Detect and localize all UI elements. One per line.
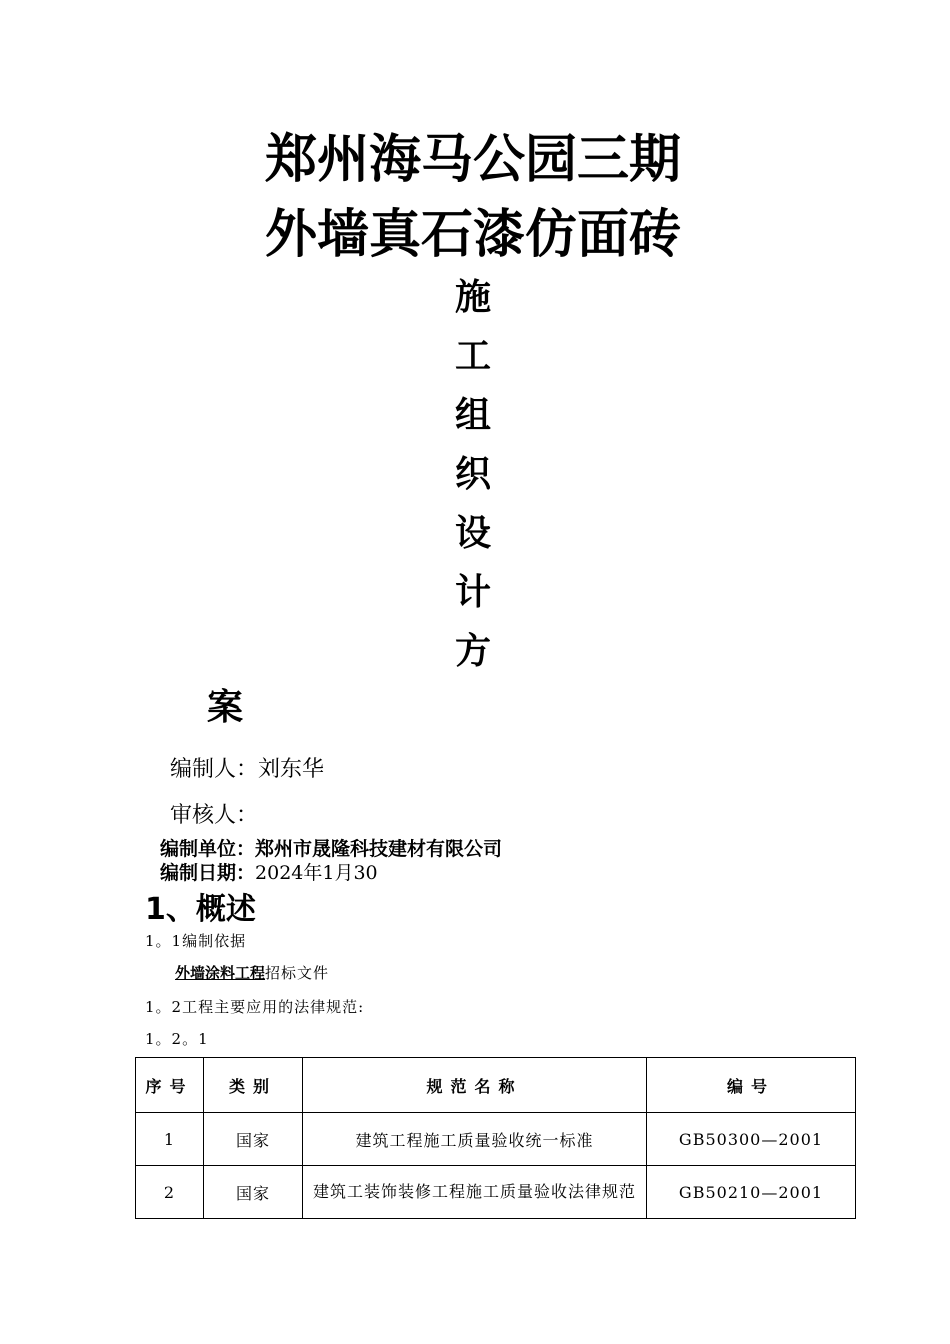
table-cell: 建筑工程施工质量验收统一标准 [303,1113,647,1166]
basis-item-rest: 招标文件 [265,964,330,982]
table-cell: 2 [136,1166,204,1219]
table-cell: GB50210—2001 [647,1166,856,1219]
compiler-name: 刘东华 [258,757,325,782]
title-vertical-char: 工 [455,336,492,377]
table-header-cell: 序号 [136,1058,204,1113]
basis-item-underlined: 外墙涂料工程 [175,964,266,982]
table-cell: 国家 [204,1113,303,1166]
title-vertical-char: 方 [455,631,492,672]
reviewer-label: 审核人： [170,803,259,828]
reviewer-line [170,798,258,829]
section-heading: 1、概述 [145,892,256,927]
table-header-cell: 类别 [204,1058,303,1113]
table-header-row [136,1058,856,1113]
unit-label: 编制单位： [160,838,256,860]
title-vertical-char: 组 [455,395,492,436]
unit-line [160,834,502,861]
standards-table [135,1057,856,1219]
date-value: 2024年1月30 [255,862,378,884]
subsection-1-2-1: 1。2。1 [145,1030,209,1048]
title-vertical-char: 计 [455,572,492,613]
compiler-label: 编制人： [170,757,259,782]
table-row [136,1166,856,1219]
subsection-1-2: 1。2工程主要应用的法律规范: [145,998,365,1016]
subsection-1-1: 1。1编制依据 [145,932,247,950]
table-cell: GB50300—2001 [647,1113,856,1166]
table-cell: 国家 [204,1166,303,1219]
title-vertical-char: 设 [455,513,492,554]
table-cell: 1 [136,1113,204,1166]
compiler-line [170,752,324,783]
table-row [136,1113,856,1166]
table-header-cell: 规范名称 [303,1058,647,1113]
table-cell: 建筑工装饰装修工程施工质量验收法律规范 [303,1166,647,1219]
title-line-1: 郑州海马公园三期 [265,130,682,190]
basis-item [175,962,329,983]
unit-value: 郑州市晟隆科技建材有限公司 [255,838,503,860]
title-vertical-char: 织 [455,454,492,495]
title-last-char: 案 [207,687,244,728]
date-label: 编制日期： [160,862,256,884]
table-header-cell: 编号 [647,1058,856,1113]
title-vertical-char: 施 [455,277,492,318]
title-line-2: 外墙真石漆仿面砖 [265,205,682,265]
date-line [160,858,378,885]
